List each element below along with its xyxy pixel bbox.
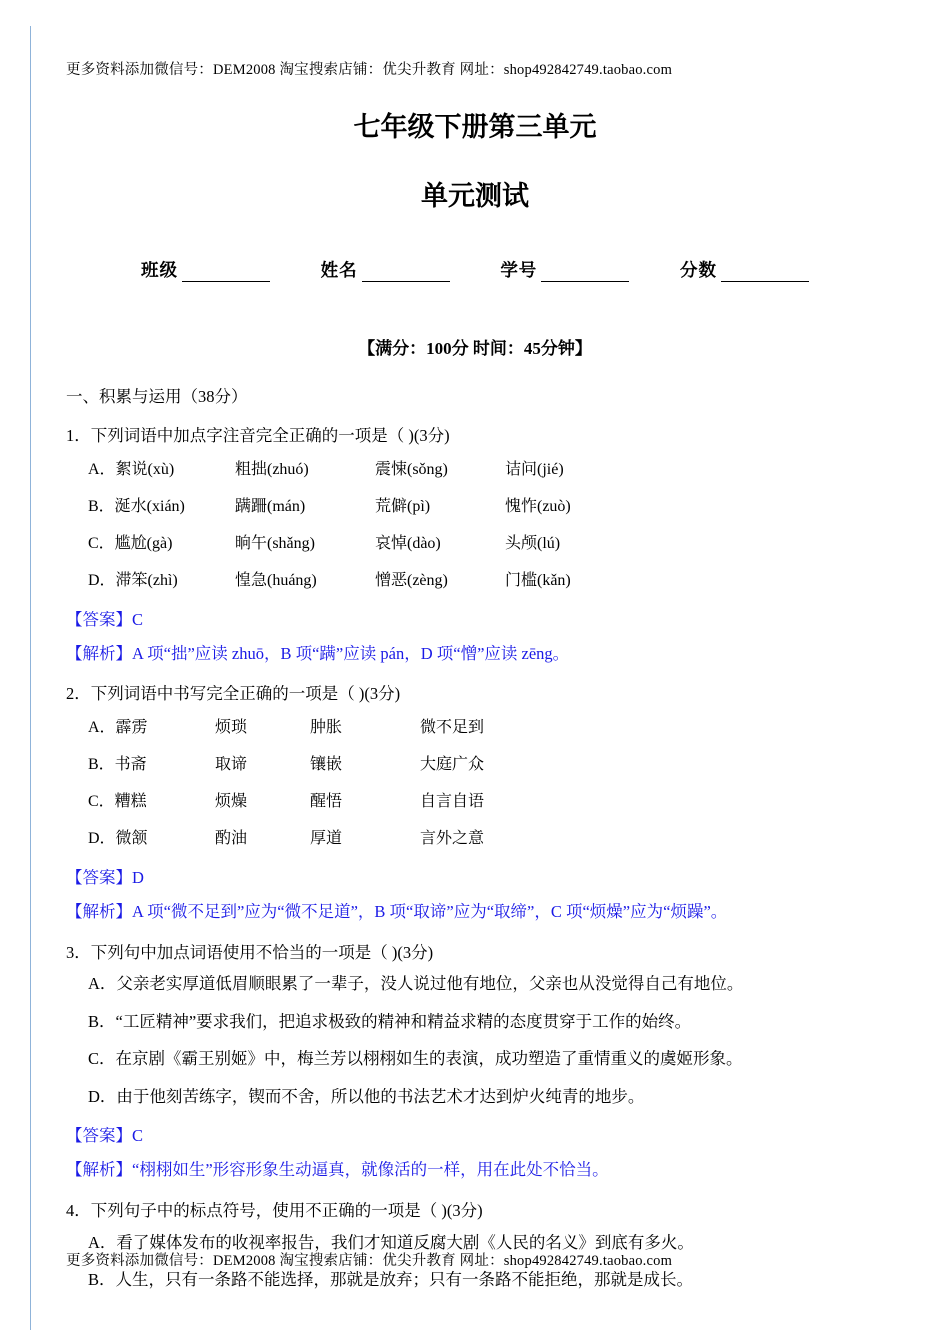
option-cell: 醒悟 (310, 793, 343, 811)
question-4-stem: 4．下列句子中的标点符号，使用不正确的一项是（ )(3分) (66, 1200, 483, 1220)
option-cell: 头颅(lú) (505, 534, 561, 552)
question-1-options (88, 451, 884, 599)
option-cell: C．尴尬(gà) (88, 534, 173, 552)
option-cell: 烦燥 (215, 793, 248, 811)
option-cell: 微不足到 (420, 719, 485, 737)
option-cell: 荒僻(pì) (375, 497, 431, 515)
option-cell: D．微颔 (88, 830, 148, 848)
field-blank-class (182, 261, 270, 282)
option-cell: A．絮说(xù) (88, 460, 175, 478)
option-cell: D．滞笨(zhì) (88, 571, 178, 589)
option-cell: 憎恶(zèng) (375, 571, 448, 589)
option-cell: 粗拙(zhuó) (235, 460, 309, 478)
left-margin-guide-line (30, 26, 31, 1330)
document-title: 七年级下册第三单元 (353, 112, 597, 142)
option-cell: 取谛 (215, 756, 248, 774)
question-4-option-b: B．人生，只有一条路不能选择，那就是放弃；只有一条路不能拒绝，那就是成长。 (88, 1270, 694, 1290)
option-cell: 诘问(jié) (505, 460, 564, 478)
option-cell: 蹒跚(mán) (235, 497, 306, 515)
option-cell: 镶嵌 (310, 756, 343, 774)
option-cell: 晌午(shǎng) (235, 534, 315, 552)
field-label-score: 分数 (679, 260, 717, 280)
question-1-stem: 1．下列词语中加点字注音完全正确的一项是（ )(3分) (66, 426, 450, 446)
question-3-option-a: A．父亲老实厚道低眉顺眼累了一辈子，没人说过他有地位，父亲也从没觉得自己有地位。 (88, 974, 744, 994)
page-footer-text: 更多资料添加微信号：DEM2008 淘宝搜索店铺：优尖升教育 网址：shop492842749.taobao.com (66, 1253, 673, 1269)
question-3-option-d: D．由于他刻苦练字，锲而不舍，所以他的书法艺术才达到炉火纯青的地步。 (88, 1086, 645, 1106)
section-1-title: 一、积累与运用（38分） (66, 387, 248, 406)
field-name (321, 257, 450, 282)
question-3-option-c: C．在京剧《霸王别姬》中，梅兰芳以栩栩如生的表演，成功塑造了重情重义的虞姬形象。 (88, 1049, 743, 1069)
field-label-class: 班级 (141, 260, 178, 280)
option-cell: 酌油 (215, 830, 248, 848)
option-cell: 肿胀 (310, 719, 343, 737)
option-cell: C．糟糕 (88, 793, 147, 811)
question-2-answer: 【答案】D (66, 868, 144, 888)
option-cell: 自言自语 (420, 793, 485, 811)
question-3-analysis: 【解析】“栩栩如生”形容形象生动逼真，就像活的一样，用在此处不恰当。 (66, 1160, 609, 1180)
option-cell: A．霹雳 (88, 719, 148, 737)
option-cell: 哀悼(dào) (375, 534, 441, 552)
document-subtitle: 单元测试 (421, 181, 529, 211)
question-4-option-a: A．看了媒体发布的收视率报告，我们才知道反腐大剧《人民的名义》到底有多火。 (88, 1232, 694, 1252)
field-score (680, 257, 809, 282)
exam-info: 【满分：100分 时间：45分钟】 (358, 339, 592, 358)
question-3-answer: 【答案】C (66, 1126, 144, 1146)
question-2-options (88, 709, 884, 857)
question-3-stem: 3．下列句中加点词语使用不恰当的一项是（ )(3分) (66, 942, 434, 962)
option-cell: B．涎水(xián) (88, 497, 185, 515)
field-class (141, 257, 270, 282)
option-cell: 厚道 (310, 830, 343, 848)
page-header-text: 更多资料添加微信号：DEM2008 淘宝搜索店铺：优尖升教育 网址：shop492842749.taobao.com (66, 62, 673, 78)
info-fields-row (141, 257, 809, 282)
field-label-student-id: 学号 (500, 260, 538, 280)
question-2-stem: 2．下列词语中书写完全正确的一项是（ )(3分) (66, 684, 401, 704)
question-1-analysis: 【解析】A 项“拙”应读 zhuō，B 项“蹒”应读 pán，D 项“憎”应读 zēng。 (66, 643, 570, 663)
field-label-name: 姓名 (320, 260, 358, 280)
option-cell: 言外之意 (420, 830, 485, 848)
option-cell: 愧怍(zuò) (505, 497, 571, 515)
option-cell: 惶急(huáng) (235, 571, 317, 589)
option-cell: 门槛(kǎn) (505, 571, 571, 589)
option-cell: 烦琐 (215, 719, 248, 737)
question-1-answer: 【答案】C (66, 609, 144, 629)
option-cell: B．书斋 (88, 756, 147, 774)
field-blank-student-id (541, 261, 629, 282)
question-3-option-b: B．“工匠精神”要求我们，把追求极致的精神和精益求精的态度贯穿于工作的始终。 (88, 1011, 692, 1031)
field-student-id (500, 257, 629, 282)
option-cell: 大庭广众 (420, 756, 485, 774)
option-cell: 震悚(sǒng) (375, 460, 448, 478)
field-blank-score (721, 261, 809, 282)
question-2-analysis: 【解析】A 项“微不足到”应为“微不足道”，B 项“取谛”应为“取缔”，C 项“烦燥”应为“烦躁”。 (66, 901, 728, 921)
field-blank-name (362, 261, 450, 282)
